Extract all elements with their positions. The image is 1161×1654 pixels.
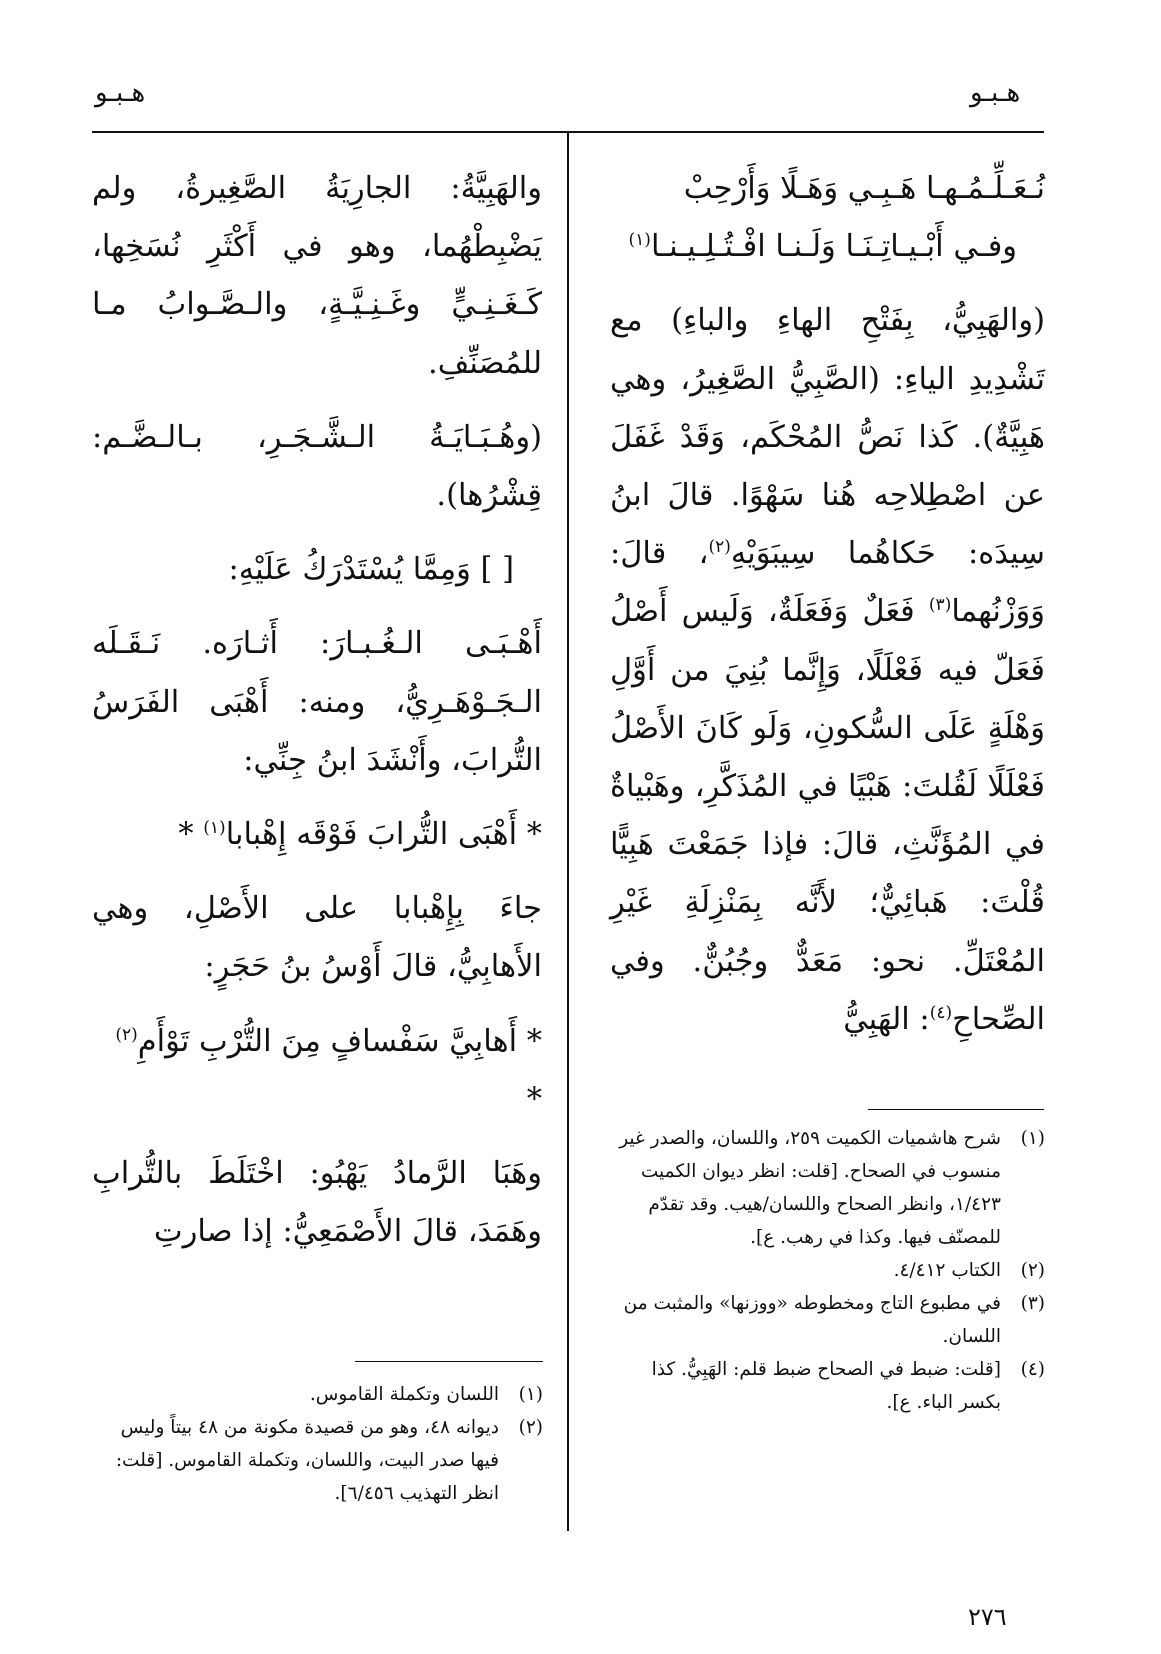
entry-paragraph: وهَبَا الرَّمادُ يَهْبُو: اخْتَلَطَ بالتُّرابِ وهَمَدَ، قالَ الأَصْمَعِيُّ: إذا صارتِ — [92, 1156, 542, 1250]
column-divider — [567, 131, 569, 1531]
footnote-ref: (٢) — [115, 1024, 138, 1045]
footnote: (١) اللسان وتكملة القاموس. — [309, 1384, 543, 1405]
right-column — [610, 160, 1045, 1065]
footnotes-left — [95, 1378, 543, 1510]
footnote-ref: (٣) — [928, 595, 952, 616]
entry-paragraph: أَهْـبَـى الـغُـبـارَ: أَثـارَه. نَـقَـلَه الـجَـوْهَـرِيُّ، ومنه: أَهْبَى الفَرَسُ التُّرابَ، وأَنْشَدَ ابنُ جِنِّي: — [92, 626, 542, 778]
footnote: (٢) ديوانه ٤٨، وهو من قصيدة مكونة من ٤٨ بيتاً وليس فيها صدر البيت، واللسان، وتكملة القاموس. [قلت: انظر التهذيب ٦/٤٥٦]. — [115, 1417, 543, 1504]
verse-line-1: نُـعَـلِّـمُـهـا هَـبِـي وَهَـلًا وَأَرْحِبْ — [683, 171, 1045, 206]
entry-paragraph: والهَبِيَّةُ: الجارِيَةُ الصَّغِيرةُ، ولم يَضْبِطْهُما، وهو في أَكْثَرِ نُسَخِها، كَـغَـنِـيٍّ وغَـنِـيَّـةٍ، والـصَّـوابُ مـا للمُصَنِّفِ. — [92, 171, 542, 381]
verse-line: * أَهْبَى التُّرابَ فَوْقَه إِهْبابا$^{(١)}$ * — [178, 817, 542, 853]
footnote-ref: (١) — [203, 817, 226, 838]
running-header-right: هـبـو — [970, 78, 1021, 108]
running-header-left: هـبـو — [95, 78, 146, 108]
entry-paragraph: (وهُـبَـايَـةُ الـشَّـجَـرِ، بـالـضَّـم: قِشْرُها). — [92, 419, 542, 514]
footnote: (٤) [قلت: ضبط في الصحاح ضبط قلم: الهَبِيُّ. كذا بكسر الباء. ع]. — [651, 1359, 1045, 1413]
page-number: ٢٧٦ — [968, 1603, 1007, 1631]
verse-line: * أَهابِيَّ سَفْسافٍ مِنَ التُّرْبِ تَوْأَمِ$^{(٢)}$ * — [115, 1023, 542, 1117]
footnote-rule-left — [355, 1361, 543, 1362]
addendum-heading: [ ] وَمِمَّا يُسْتَدْرَكُ عَلَيْهِ: — [228, 552, 514, 588]
footnote: (٣) في مطبوع التاج ومخطوطه «ووزنها» والمثبت من اللسان. — [623, 1293, 1045, 1347]
footnote-rule-right — [868, 1109, 1044, 1110]
footnotes-right — [610, 1122, 1045, 1419]
footnote: (٢) الكتاب ٤/٤١٢. — [893, 1260, 1045, 1281]
entry-paragraph: جاءَ بِإِهْبابا على الأَصْلِ، وهي الأَهابِيُّ، قالَ أَوْسُ بنُ حَجَرٍ: — [92, 891, 542, 985]
entry-paragraph: (والهَبِيُّ، بِفَتْحِ الهاءِ والباءِ) مع تَشْدِيدِ الياءِ: (الصَّبِيُّ الصَّغِيرُ، وهي هَبِيَّةٌ). كَذا نَصُّ المُحْكَم، وَقَدْ غَفَلَ عن اصْطِلاحِه هُنا سَهْوًا. قالَ ابنُ سِيدَه: حَكاهُما سِيبَوَيْهِ$^{(٢)}$، قالَ: وَوَزْنُهما$^{(٣)}$ فَعَلٌ وَفَعَلَةٌ، وَلَيس أَصْلُ فَعَلّ فيه فَعْلَلًا، وَإِنَّما بُنِيَ من أَوَّلِ وَهْلَةٍ عَلَى السُّكونِ، وَلَو كَانَ الأَصْلُ فَعْلَلًا لَقُلتَ: هَبْيًا في المُذَكَّرِ، وهَبْياةٌ في المُؤَنَّثِ، قالَ: فإذا جَمَعْتَ هَبِيًّا قُلْتَ: هَبائِيٌّ؛ لأَنَّه بِمَنْزِلَةِ غَيْرِ المُعْتَلِّ. نحو: مَعَدٌّ وجُبُنٌّ. وفي الصِّحاحِ$^{(٤)}$: الهَبِيُّ — [610, 303, 1045, 1037]
verse-line-2: وفـي أَبْـيـاتِـنَـا وَلَـنـا افْـتُـلِـيـنـا$^{(١)}$ — [628, 229, 1017, 265]
footnote-ref: (١) — [628, 230, 651, 251]
footnote: (١) شرح هاشميات الكميت ٢٥٩، واللسان، والصدر غير منسوب في الصحاح. [قلت: انظر ديوان الكميت ١/٤٢٣، وانظر الصحاح واللسان/هيب. وقد تقدّم للمصنّف فيها. وكذا في رهب. ع]. — [619, 1128, 1045, 1248]
footnote-ref: (٢) — [708, 537, 731, 558]
left-column — [92, 160, 542, 1261]
footnote-ref: (٤) — [929, 1002, 953, 1023]
